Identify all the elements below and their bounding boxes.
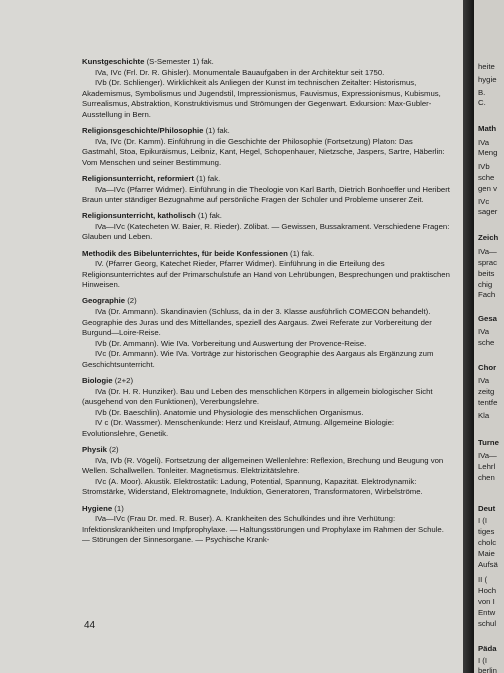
course-heading [82,211,450,222]
next-page-fragment: Päda [478,644,497,653]
course-description: IVa, IVc (Dr. Kamm). Einführung in die Geschichte der Philosophie (Fortsetzung) Platon: Das Gastmahl, Stoa, Epikuräismus, Leibniz, Kant, Hegel, Schopenhauer, Nietzsche, Jaspers, Sartre, Häberlin: Vom Menschen und seiner Bestimmung. [82,136,445,167]
course-description: IV c (Dr. Wassmer). Menschenkunde: Herz und Kreislauf, Atmung. Allgemeine Biologie: Evolutionslehre, Genetik. [82,418,395,438]
next-page-fragment: IVa [478,327,490,336]
next-page-fragment: Gesa [478,314,497,323]
course-description: IVa, IVb (R. Vögeli). Fortsetzung der allgemeinen Wellenlehre: Reflexion, Brechung und Beugung von Wellen. Schallwellen. Tonleiter. Magnetismus. Elektrizitätslehre. [82,455,444,476]
course-description: IV. (Pfarrer Georg, Katechet Rieder, Pfarrer Widmer). Einführung in die Erteilung des Religionsunterrichtes auf der Primarschulstufe an Hand von Lehrübungen, Besprechungen und praktischen Hinweisen. [82,259,450,290]
course-heading [82,376,450,387]
next-page-fragment: B. [478,88,486,97]
next-page-fragment: chig [478,280,493,289]
course-description: IVc (A. Moor). Akustik. Elektrostatik: Ladung, Potential, Spannung, Kapazität. Elektrodynamik: Stromstärke, Widerstand, Elektromagnete, Induktion, Generatoren, Transformatoren, Wirbelströme. [82,476,423,497]
course-title: Physik [82,445,107,455]
course-description: IVc (Dr. Ammann). Wie IVa. Vorträge zur historischen Geographie des Aargaus als Ergänzung zum Geschichtsunterricht. [82,349,434,369]
next-page-fragment: Meng [478,148,498,157]
next-page-fragment: IVa— [478,451,497,460]
course-title: Biologie [82,376,113,386]
next-page-fragment: hygie [478,75,497,84]
next-page-fragment: IVa [478,376,490,385]
next-page-fragment: Chor [478,363,497,372]
next-page-fragment: I (I [478,656,488,665]
course-description: IVb (Dr. Baeschlin). Anatomie und Physiologie des menschlichen Organismus. [95,407,364,417]
course-heading [82,174,450,185]
next-page-fragment: IVb [478,162,490,171]
next-page-fragment: von I [478,597,495,606]
next-page-fragment: Aufsä [478,560,498,569]
course-heading [82,57,450,68]
next-page-fragment: cholc [478,538,497,547]
next-page-fragment: C. [478,98,486,107]
course-title: Religionsunterricht, reformiert [82,173,194,183]
course-section [82,126,450,168]
next-page-fragment: IVc [478,197,490,206]
next-page-edge [474,0,504,673]
next-page-fragment: sche [478,338,495,347]
course-heading [82,504,450,515]
book-gutter [463,0,474,673]
course-title: Religionsunterricht, katholisch [82,211,196,221]
next-page-fragment: tiges [478,527,495,536]
course-hours: (1) [112,503,124,513]
next-page-fragment: IVa— [478,247,497,256]
next-page-fragment: gen v [478,184,497,193]
course-section [82,376,450,440]
course-hours: (2) [107,445,119,455]
next-page-fragment: Lehrl [478,462,496,471]
course-description: IVb (Dr. Ammann). Wie IVa. Vorbereitung und Auswertung der Provence-Reise. [95,338,367,348]
next-page-fragment: Zeich [478,233,499,242]
course-hours: (1) fak. [287,248,315,258]
course-description: IVa—IVc (Katecheten W. Baier, R. Rieder). Zölibat. — Gewissen, Bussakrament. Verschiedene Fragen: Glauben und Leben. [82,221,450,242]
course-section [82,445,450,498]
course-section [82,504,450,546]
course-heading [82,445,450,456]
next-page-fragment: I (I [478,516,488,525]
course-section [82,249,450,291]
course-title: Hygiene [82,503,113,513]
course-title: Kunstgeschichte [82,57,145,66]
course-section [82,57,450,121]
next-page-fragment: beits [478,269,495,278]
course-hours: (1) fak. [195,211,222,221]
course-hours: (1) fak. [193,173,221,183]
next-page-fragment: sche [478,173,495,182]
course-heading [82,296,450,307]
next-page-fragment: Fach [478,290,496,299]
course-section [82,174,450,206]
next-page-fragment: Deut [478,504,496,513]
next-page-fragment: sager [478,207,498,216]
next-page-fragment: chen [478,473,495,482]
next-page-fragment: IVa [478,138,490,147]
next-page-fragment: Hoch [478,586,497,595]
course-section [82,211,450,243]
next-page-fragment: Kla [478,411,490,420]
next-page-fragment: sprac [478,258,497,267]
next-page-fragment: berlin [478,666,497,673]
course-description: IVa—IVc (Pfarrer Widmer). Einführung in die Theologie von Karl Barth, Dietrich Bonhoeffer und Heribert Braun unter ständiger Bezugnahme auf persönliche Fragen der Schüler und Probleme unserer Zeit. [82,184,450,205]
course-description: IVa (Dr. H. R. Hunziker). Bau und Leben des menschlichen Körpers in allgemein biologischer Sicht (ausgehend von den Funktionen), Vererbungslehre. [82,386,433,407]
course-title: Geographie [82,296,126,306]
page-content [82,57,450,551]
course-description: IVa, IVc (Frl. Dr. R. Ghisler). Monumentale Bauaufgaben in der Architektur seit 1750. [95,67,385,77]
next-page-fragment: Entw [478,608,496,617]
next-page-fragment: schul [478,619,497,628]
next-page-fragment: tentfe [478,398,498,407]
course-description: IVa—IVc (Frau Dr. med. R. Buser). A. Krankheiten des Schulkindes und ihre Verhütung: Infektionskrankheiten und Impfprophylaxe. — Haltungsstörungen und Prophylaxe im Rahmen der Schule. — Störungen der Sinnesorgane. — Psychische Krank- [82,514,444,545]
course-hours: (1) fak. [203,126,230,136]
course-title: Methodik des Bibelunterrichtes, für beide Konfessionen [82,248,288,258]
course-title: Religionsgeschichte/Philosophie [82,126,204,136]
next-page-fragment: zeitg [478,387,495,396]
course-heading [82,126,450,137]
course-hours: (2+2) [112,376,134,386]
next-page-fragment: Turne [478,438,499,447]
course-description: IVa (Dr. Ammann). Skandinavien (Schluss, da in der 3. Klasse ausführlich COMECON behandelt). Geographie des Juras und des Mittellandes, speziell des Aargaus. Zwei Referate zur Vorbereitung der Burgund—Loire-Reise. [82,306,432,338]
page-number: 44 [84,620,96,631]
next-page-fragment: Maie [478,549,495,558]
course-section [82,296,450,370]
course-description: IVb (Dr. Schlienger). Wirklichkeit als Anliegen der Kunst im technischen Zeitalter: Historismus, Akademismus, Symbolismus und Jugendstil, Impressionismus, Fauvismus, Expressionismus, Kubismus, Surrealismus, Abstraktion, Konstruktivismus und Strömungen der Gegenwart. Exkursion: Max-Gubler-Ausstellung in Bern. [82,78,441,119]
course-hours: (2) [125,296,137,306]
next-page-fragment: II ( [478,575,488,584]
course-hours: (S-Semester 1) fak. [144,57,214,66]
next-page-fragment: Math [478,124,497,133]
course-heading [82,249,450,260]
next-page-fragment: heite [478,62,495,71]
